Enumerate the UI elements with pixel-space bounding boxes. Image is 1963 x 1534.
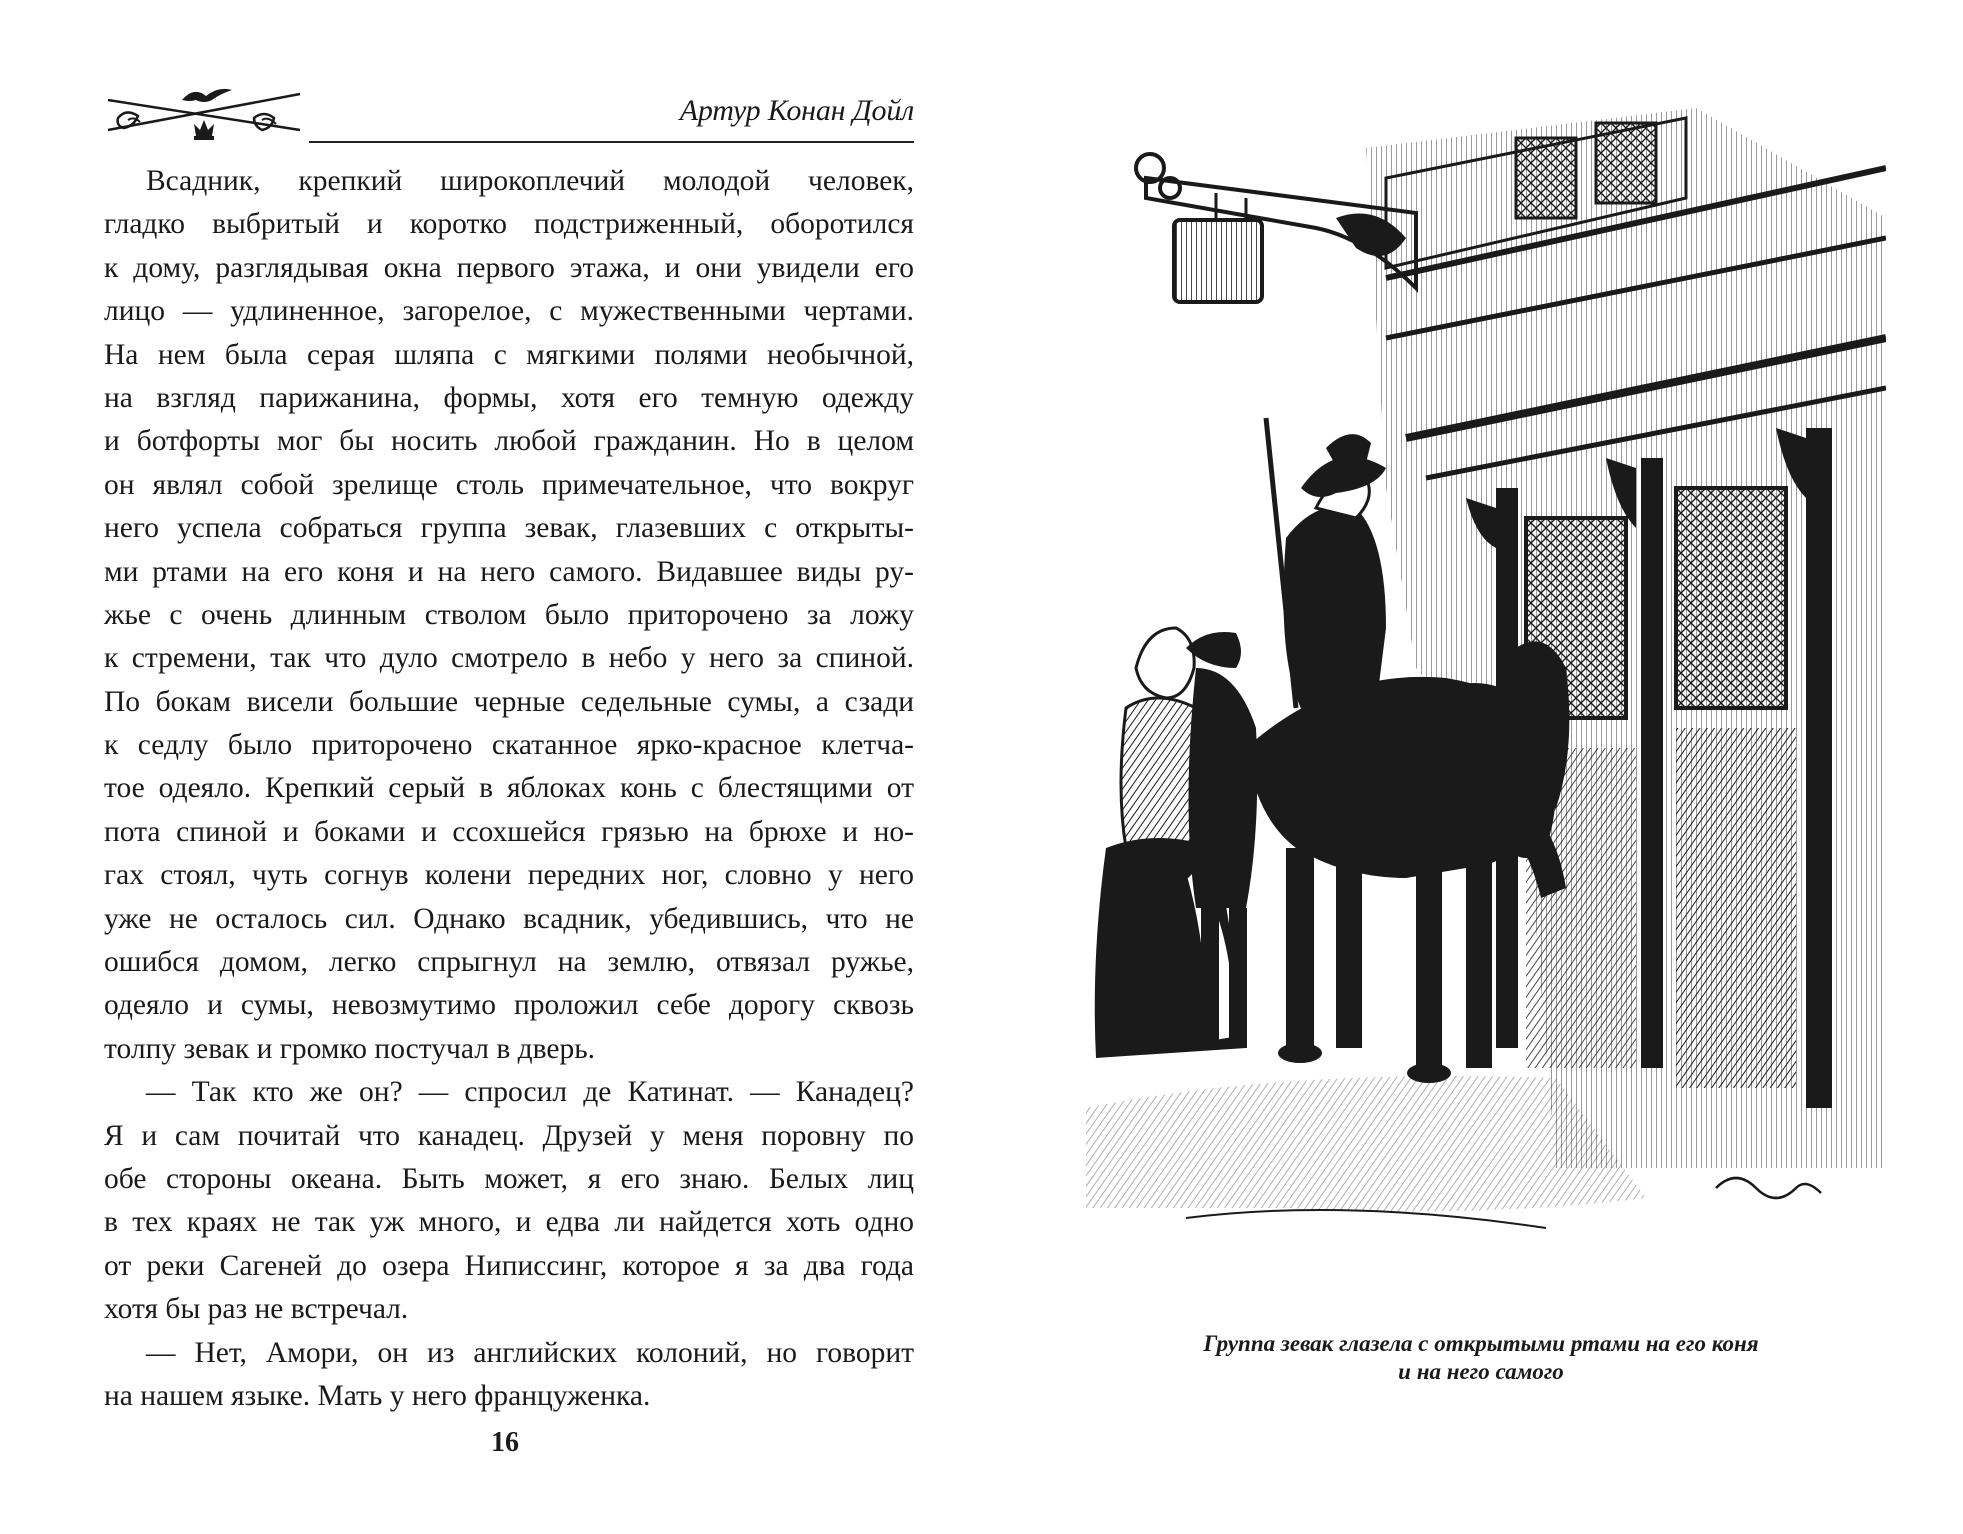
text-line: на нашем языке. Мать у него француженка. (104, 1379, 651, 1412)
text-line: хотя бы раз не встречал. (104, 1293, 409, 1326)
text-line: к седлу было приторочено скатанное ярко-красное клетча- (104, 729, 914, 762)
body-text (104, 160, 914, 1418)
crossed-swords-crown-eagle-icon (104, 80, 304, 144)
text-line: По бокам висели большие черные седельные сумы, а сзади (104, 685, 914, 718)
text-line: к стремени, так что дуло смотрело в небо у него за спиной. (104, 642, 914, 675)
text-line: он являл собой зрелище столь примечательное, что вокруг (104, 468, 914, 501)
text-line: толпу зевак и громко постучал в дверь. (104, 1032, 596, 1065)
text-line: него успела собраться группа зевак, глазевших с открыты- (104, 512, 914, 545)
text-line: Всадник, крепкий широкоплечий молодой человек, (146, 165, 914, 197)
header-rule (309, 141, 914, 143)
text-line: пота спиной и боками и ссохшейся грязью на брюхе и но- (104, 815, 914, 848)
text-line: лицо — удлиненное, загорелое, с мужественными чертами. (104, 295, 914, 328)
text-line: ошибся домом, легко спрыгнул на землю, отвязал ружье, (104, 946, 914, 979)
text-line: Я и сам почитай что канадец. Друзей у меня поровну по (104, 1119, 914, 1152)
text-line: ми ртами на его коня и на него самого. Видавшее виды ру- (104, 555, 914, 588)
text-line: — Нет, Амори, он из английских колоний, но говорит (146, 1336, 914, 1369)
text-line: от реки Сагеней до озера Ниписсинг, которое я за два года (104, 1249, 914, 1282)
left-page (0, 0, 981, 1534)
illustration-caption (1141, 1330, 1821, 1386)
text-line: тое одеяло. Крепкий серый в яблоках конь с блестящими от (104, 772, 914, 805)
text-line: и ботфорты мог бы носить любой гражданин. Но в целом (104, 425, 914, 458)
text-line: к дому, разглядывая окна первого этажа, и они увидели его (104, 251, 914, 284)
text-line: на взгляд парижанина, формы, хотя его темную одежду (104, 381, 914, 414)
text-line: уже не осталось сил. Однако всадник, убедившись, что не (104, 902, 914, 935)
author-name: Артур Конан Дойл (679, 94, 914, 127)
caption-line: и на него самого (1398, 1359, 1564, 1384)
text-line: На нем была серая шляпа с мягкими полями необычной, (104, 338, 914, 371)
text-line: гах стоял, чуть согнув колени передних ног, словно у него (104, 859, 914, 892)
page-number: 16 (491, 1427, 519, 1458)
text-line: — Так кто же он? — спросил де Катинат. — Канадец? (146, 1076, 914, 1109)
text-line: гладко выбритый и коротко подстриженный, оборотился (104, 208, 914, 241)
caption-line: Группа зевак глазела с открытыми ртами на его коня (1203, 1331, 1759, 1356)
text-line: одеяло и сумы, невозмутимо проложил себе дорогу сквозь (104, 989, 914, 1022)
engraving-horseman-crowd-illustration (1086, 108, 1886, 1318)
text-line: в тех краях не так уж много, и едва ли найдется хоть одно (104, 1206, 914, 1239)
text-line: обе стороны океана. Быть может, я его знаю. Белых лиц (104, 1162, 914, 1195)
text-line: жье с очень длинным стволом было приторочено за ложу (104, 598, 914, 631)
right-page (981, 0, 1963, 1534)
running-header (104, 80, 914, 150)
